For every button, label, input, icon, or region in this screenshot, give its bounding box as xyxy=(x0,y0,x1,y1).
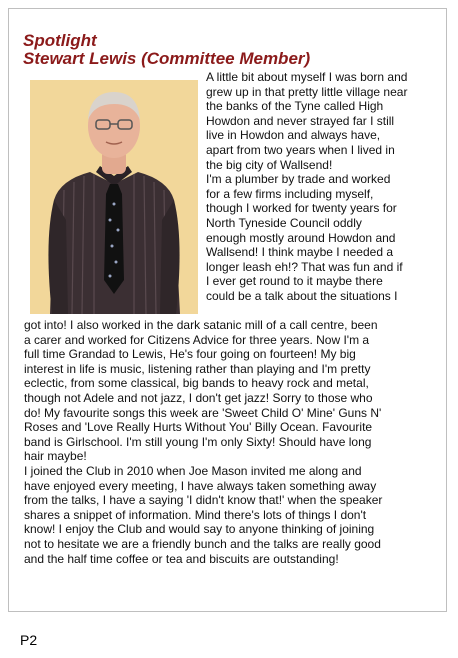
page-number: P2 xyxy=(20,632,38,648)
portrait-photo xyxy=(30,80,198,314)
title-line-1: Spotlight xyxy=(23,31,97,50)
article-body-text: got into! I also worked in the dark satanic mill of a call centre, been a carer and worked for Citizens Advice for three years. Now I'm a full time Grandad to Lewis, He's four going on fourteen! My big interest in life is music, listening rather than playing and I'm pretty eclectic, from some classical, big bands to heavy rock and metal, though not Adele and not jazz, I don't get jazz! Sorry to those who do! My favourite songs this week are 'Sweet Child O' Mine' Guns N' Roses and 'Love Really Hurts Without You' Billy Ocean. Favourite band is Girlschool. I'm still young I'm only Sixty! Should have long hair maybe! I joined the Club in 2010 when Joe Mason invited me along and have enjoyed every meeting, I have always taken something away from the talks, I have a saying 'I didn't know that!' when the speaker shares a snippet of information. Mind there's lots of things I don't know! I enjoy the Club and would say to anyone thinking of joining not to hesitate we are a friendly bunch and the talks are really good and the half time coffee or tea and biscuits are outstanding! xyxy=(24,318,383,566)
article-title xyxy=(23,32,310,68)
title-line-2: Stewart Lewis (Committee Member) xyxy=(23,49,311,68)
portrait-illustration xyxy=(30,80,198,314)
article-column-text: A little bit about myself I was born and grew up in that pretty little village near the banks of the Tyne called High Howdon and never strayed far I still live in Howdon and always have, apart from two years when I lived in the big city of Wallsend! I'm a plumber by trade and worked for a few firms including myself, though I worked for twenty years for North Tyneside Council oddly enough mostly around Howdon and Wallsend! I think maybe I needed a longer leash eh!? That was fun and if I ever get round to it maybe there could be a talk about the situations I xyxy=(206,70,408,303)
